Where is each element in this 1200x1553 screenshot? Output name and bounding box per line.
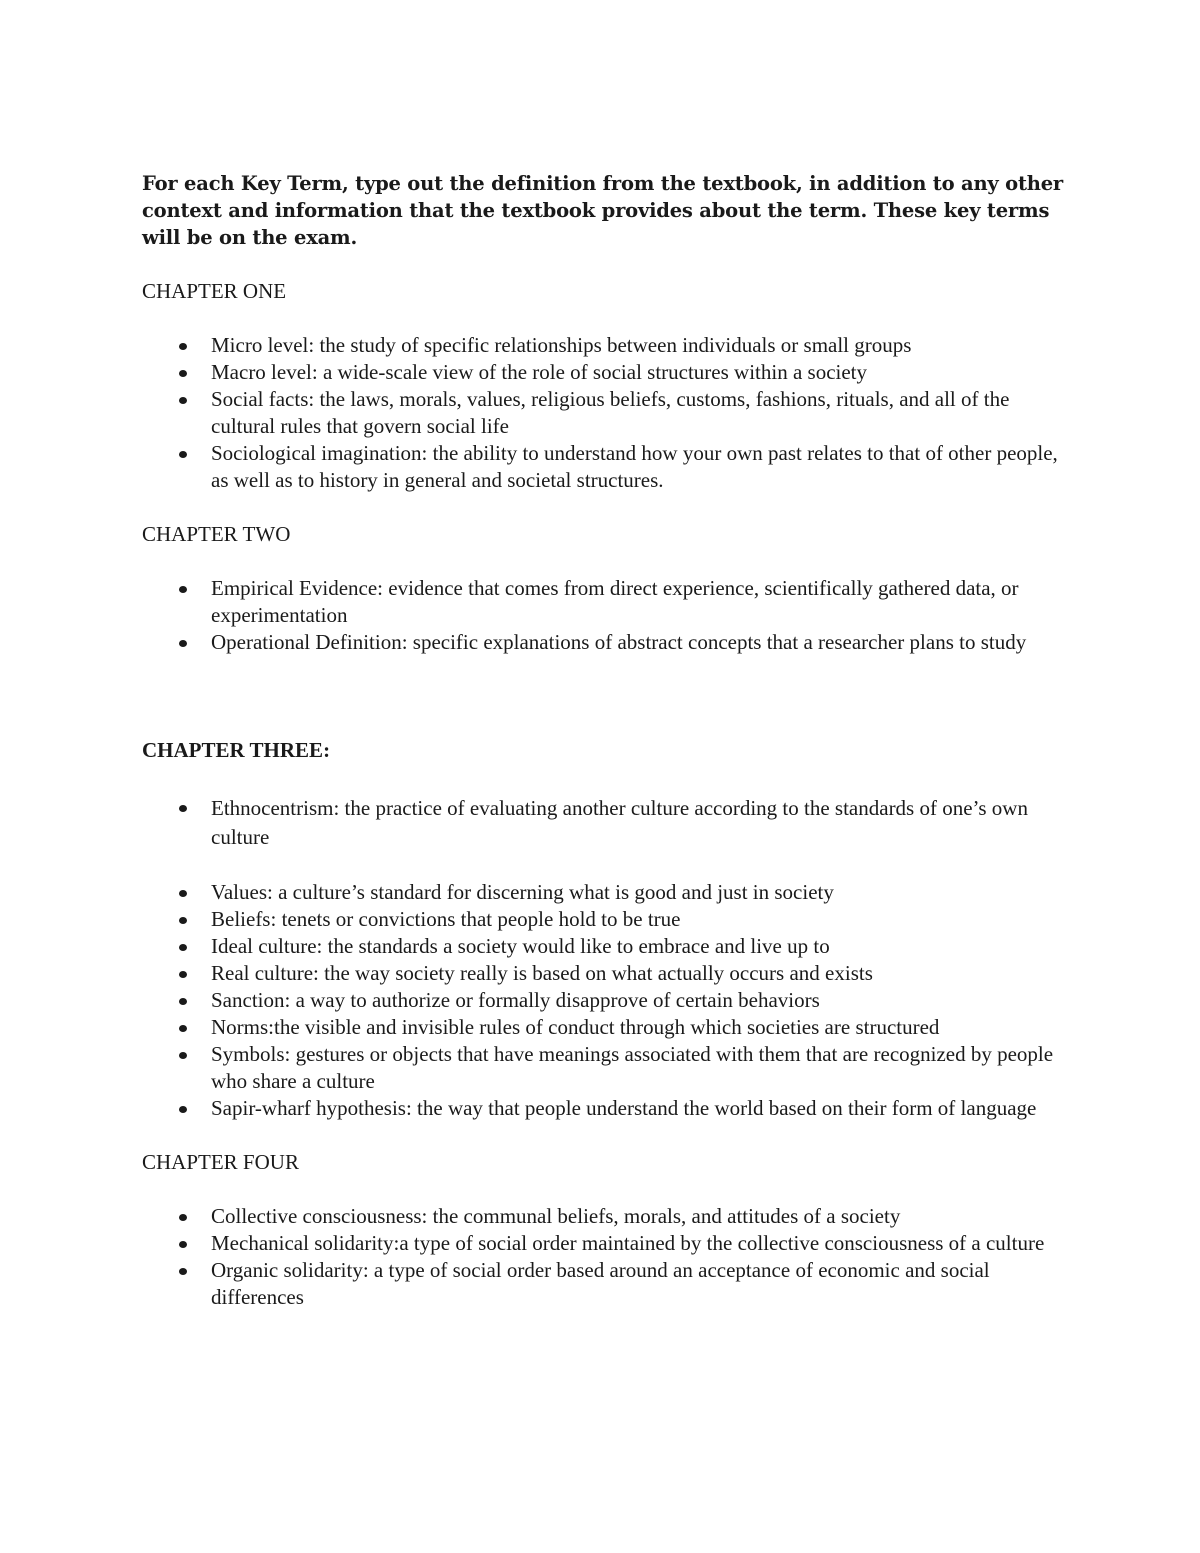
term-text: Social facts: the laws, morals, values, religious beliefs, customs, fashions, rituals, and all of the cultural rules that govern social life	[211, 387, 1010, 438]
bullet-icon	[179, 917, 187, 924]
term-text: Real culture: the way society really is based on what actually occurs and exists	[211, 961, 873, 985]
bullet-icon	[179, 370, 187, 377]
bullet-icon	[179, 1106, 187, 1113]
chapter-three-heading: CHAPTER THREE:	[142, 738, 331, 762]
term-item	[142, 933, 1072, 960]
document-page	[142, 170, 1072, 1311]
term-text: Symbols: gestures or objects that have meanings associated with them that are recognized by people who share a culture	[211, 1042, 1054, 1093]
term-text: Macro level: a wide-scale view of the role of social structures within a society	[211, 360, 868, 384]
bullet-icon	[179, 451, 187, 458]
bullet-icon	[179, 1241, 187, 1248]
chapter-two-heading: CHAPTER TWO	[142, 522, 291, 546]
chapter-three-term-list	[142, 794, 1072, 1122]
chapter-four-heading: CHAPTER FOUR	[142, 1150, 299, 1174]
bullet-icon	[179, 944, 187, 951]
term-item	[142, 1095, 1072, 1122]
term-item	[142, 575, 1072, 629]
term-text: Sanction: a way to authorize or formally disapprove of certain behaviors	[211, 988, 820, 1012]
bullet-icon	[179, 971, 187, 978]
term-text: Sapir-wharf hypothesis: the way that people understand the world based on their form of language	[211, 1096, 1037, 1120]
instructions-paragraph: For each Key Term, type out the definition from the textbook, in addition to any other context and information that the textbook provides about the term. These key terms will be on the exam.	[142, 172, 1064, 249]
term-item	[142, 906, 1072, 933]
term-item	[142, 1203, 1072, 1230]
term-item	[142, 332, 1072, 359]
chapter-four-term-list	[142, 1203, 1072, 1311]
chapter-one-term-list	[142, 332, 1072, 494]
term-text: Collective consciousness: the communal beliefs, morals, and attitudes of a society	[211, 1204, 901, 1228]
term-item	[142, 386, 1072, 440]
bullet-icon	[179, 586, 187, 593]
bullet-icon	[179, 1214, 187, 1221]
bullet-icon	[179, 1052, 187, 1059]
term-item	[142, 1041, 1072, 1095]
term-item	[142, 440, 1072, 494]
bullet-icon	[179, 890, 187, 897]
term-item	[142, 1014, 1072, 1041]
term-text: Ethnocentrism: the practice of evaluating another culture according to the standards of one’s own culture	[211, 796, 1028, 849]
bullet-icon	[179, 1025, 187, 1032]
term-text: Micro level: the study of specific relationships between individuals or small groups	[211, 333, 912, 357]
term-item	[142, 879, 1072, 906]
term-item	[142, 794, 1072, 852]
term-item	[142, 1257, 1072, 1311]
term-text: Beliefs: tenets or convictions that people hold to be true	[211, 907, 681, 931]
term-text: Values: a culture’s standard for discerning what is good and just in society	[211, 880, 834, 904]
term-item	[142, 960, 1072, 987]
term-text: Sociological imagination: the ability to understand how your own past relates to that of other people, as well as to history in general and societal structures.	[211, 441, 1058, 492]
chapter-one-heading: CHAPTER ONE	[142, 279, 287, 303]
bullet-icon	[179, 1268, 187, 1275]
term-text: Empirical Evidence: evidence that comes from direct experience, scientifically gathered data, or experimentation	[211, 576, 1019, 627]
bullet-icon	[179, 998, 187, 1005]
bullet-icon	[179, 805, 187, 812]
term-item	[142, 1230, 1072, 1257]
term-item	[142, 987, 1072, 1014]
term-text: Operational Definition: specific explanations of abstract concepts that a researcher plans to study	[211, 630, 1027, 654]
term-item	[142, 359, 1072, 386]
bullet-icon	[179, 397, 187, 404]
term-item	[142, 629, 1072, 656]
chapter-two-term-list	[142, 575, 1072, 656]
term-text: Mechanical solidarity:a type of social order maintained by the collective consciousness of a culture	[211, 1231, 1045, 1255]
bullet-icon	[179, 343, 187, 350]
bullet-icon	[179, 640, 187, 647]
term-text: Organic solidarity: a type of social order based around an acceptance of economic and social differences	[211, 1258, 990, 1309]
term-text: Norms:the visible and invisible rules of conduct through which societies are structured	[211, 1015, 940, 1039]
term-text: Ideal culture: the standards a society would like to embrace and live up to	[211, 934, 830, 958]
